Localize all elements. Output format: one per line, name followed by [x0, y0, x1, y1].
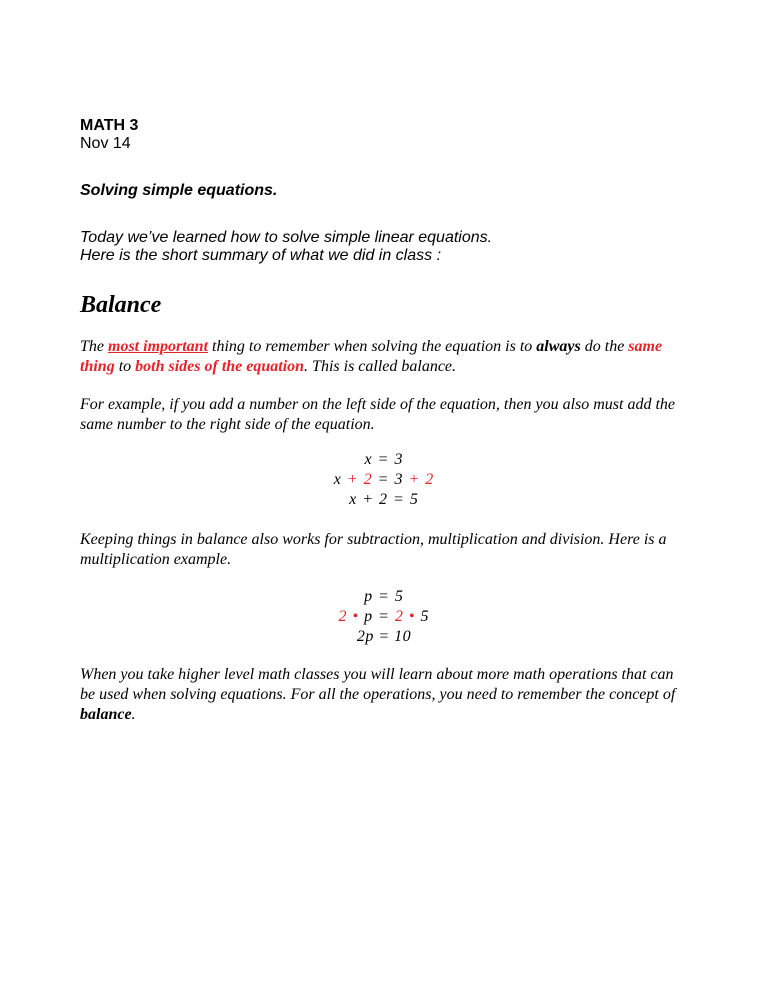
- text-segment: . This is called balance.: [304, 358, 457, 375]
- highlight-always: always: [536, 338, 581, 355]
- equation-multiplier: 2 •: [394, 608, 416, 625]
- equation-line: x = 3: [364, 451, 404, 468]
- balance-rule-paragraph: [80, 337, 690, 377]
- lesson-date: Nov 14: [80, 135, 131, 152]
- text-segment: to: [114, 358, 136, 375]
- equation-term: p =: [359, 608, 395, 625]
- text-segment: .: [131, 706, 136, 723]
- course-title: MATH 3: [80, 117, 139, 134]
- text-segment: When you take higher level math classes you will learn about more math operations that can be used when solving equations. For all the operations, you need to remember the concept of: [80, 666, 676, 703]
- text-segment: thing to remember when solving the equation is to: [208, 338, 537, 355]
- addition-example-paragraph: For example, if you add a number on the left side of the equation, then you also must add the same number to the right side of the equation.: [80, 396, 676, 433]
- text-segment: The: [80, 338, 108, 355]
- intro-line-2: Here is the short summary of what we did in class :: [80, 247, 442, 264]
- equation-term: x: [333, 471, 347, 488]
- equation-added-term: + 2: [346, 471, 373, 488]
- intro-line-1: Today we’ve learned how to solve simple linear equations.: [80, 229, 493, 246]
- equation-line: x + 2 = 5: [349, 491, 419, 508]
- topic-title: Solving simple equations.: [80, 182, 278, 199]
- equation-term: = 3: [372, 471, 409, 488]
- equation-multiplier: 2 •: [338, 608, 360, 625]
- equation-added-term: + 2: [408, 471, 435, 488]
- equation-line: [0, 607, 768, 627]
- equation-line: 2p = 10: [356, 628, 412, 645]
- equation-line: [0, 470, 768, 490]
- section-heading: Balance: [80, 292, 162, 318]
- highlight-both-sides: both sides of the equation: [135, 358, 305, 375]
- text-segment: do the: [580, 338, 629, 355]
- highlight-same-thing: same thing: [80, 338, 663, 375]
- equation-term: 5: [415, 608, 430, 625]
- closing-paragraph: [80, 665, 690, 725]
- multiplication-intro-paragraph: Keeping things in balance also works for subtraction, multiplication and division. Here is a multiplication example.: [80, 531, 667, 568]
- equation-line: p = 5: [364, 588, 404, 605]
- highlight-balance: balance: [80, 706, 132, 723]
- highlight-most-important: most important: [108, 338, 209, 355]
